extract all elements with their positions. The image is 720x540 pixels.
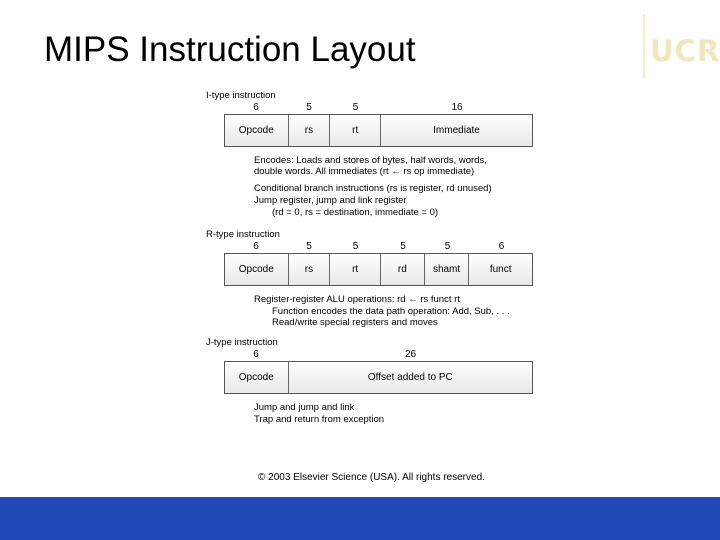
jtype-field-offset: Offset added to PC: [289, 362, 532, 393]
itype-field-row: [224, 114, 533, 147]
ucr-logo: UCR: [650, 34, 720, 68]
rtype-bits-opcode: 6: [253, 241, 259, 252]
logo-divider: [643, 14, 645, 78]
rtype-bits-rd: 5: [400, 241, 406, 252]
rtype-field-row: [224, 253, 533, 286]
itype-note: Encodes: Loads and stores of bytes, half words, words,: [254, 155, 487, 166]
rtype-field-shamt: shamt: [425, 254, 470, 285]
jtype-bits-opcode: 6: [253, 349, 259, 360]
rtype-field-opcode: Opcode: [225, 254, 289, 285]
copyright-notice: © 2003 Elsevier Science (USA). All rights reserved.: [258, 472, 485, 483]
rtype-field-rd: rd: [381, 254, 425, 285]
jtype-label: J-type instruction: [206, 337, 278, 348]
rtype-note: Read/write special registers and moves: [272, 317, 438, 328]
itype-field-rt: rt: [330, 115, 381, 146]
rtype-bits-shamt: 5: [444, 241, 451, 252]
rtype-bits-funct: 6: [498, 241, 505, 252]
jtype-field-row: [224, 361, 533, 394]
itype-note: (rd = 0, rs = destination, immediate = 0): [272, 207, 439, 218]
rtype-bits-rs: 5: [306, 241, 312, 252]
rtype-note: Register-register ALU operations: rd ← rs funct rt: [254, 294, 460, 305]
rtype-label: R-type instruction: [206, 229, 280, 240]
jtype-note: Jump and jump and link: [254, 402, 355, 413]
slide-title: MIPS Instruction Layout: [44, 30, 416, 69]
itype-field-rs: rs: [289, 115, 331, 146]
itype-bits-opcode: 6: [253, 102, 259, 113]
itype-note: double words. All immediates (rt ← rs op immediate): [254, 166, 475, 177]
rtype-field-funct: funct: [469, 254, 532, 285]
itype-bits-immediate: 16: [451, 102, 463, 113]
rtype-field-rs: rs: [289, 254, 331, 285]
itype-note: Conditional branch instructions (rs is register, rd unused): [254, 183, 492, 194]
itype-field-opcode: Opcode: [225, 115, 289, 146]
slide-number: 17: [666, 481, 677, 491]
rtype-field-rt: rt: [330, 254, 381, 285]
jtype-note: Trap and return from exception: [254, 414, 385, 425]
itype-note: Jump register, jump and link register: [254, 195, 407, 206]
jtype-field-opcode: Opcode: [225, 362, 289, 393]
itype-field-immediate: Immediate: [381, 115, 532, 146]
itype-bits-rt: 5: [352, 102, 359, 113]
jtype-bits-offset: 26: [404, 349, 417, 360]
itype-bits-rs: 5: [306, 102, 312, 113]
itype-label: I-type instruction: [206, 90, 276, 101]
rtype-note: Function encodes the data path operation: Add, Sub, . . .: [272, 306, 510, 317]
footer-bar: [0, 497, 720, 540]
rtype-bits-rt: 5: [352, 241, 359, 252]
